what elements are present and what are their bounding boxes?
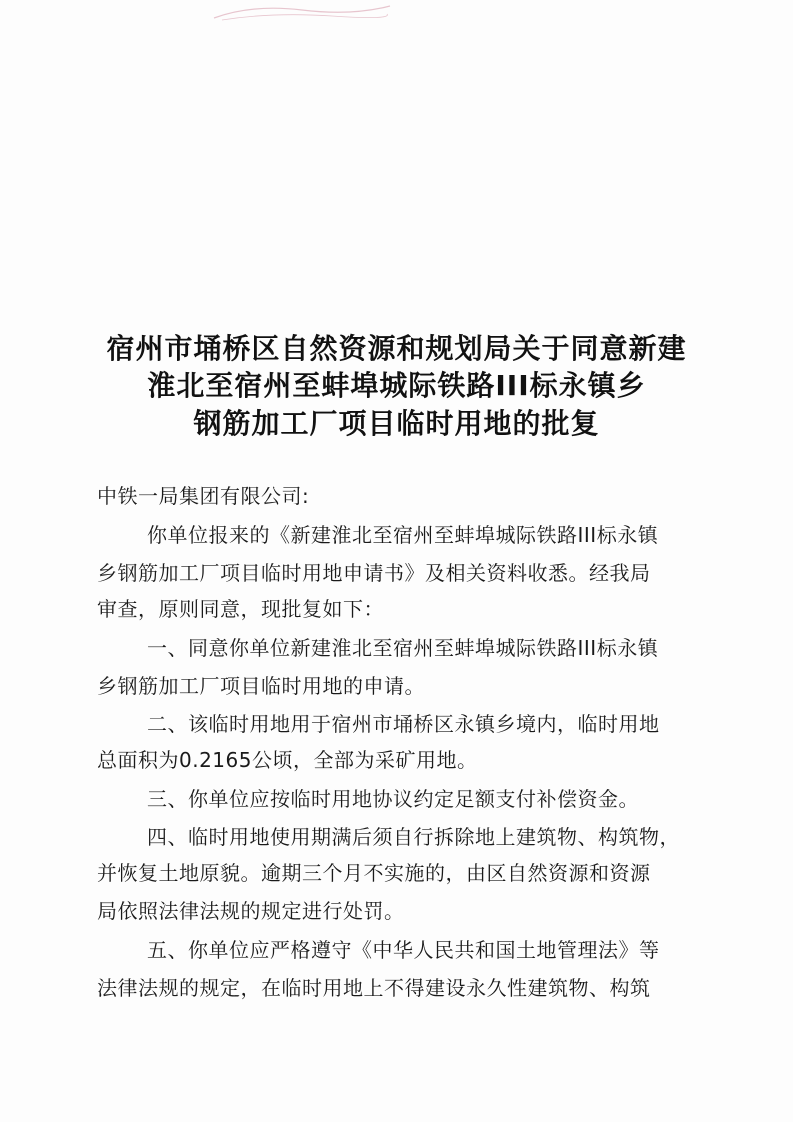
body-line: 一、同意你单位新建淮北至宿州至蚌埠城际铁路III标永镇 xyxy=(147,636,659,660)
document-title-line-1: 宿州市埇桥区自然资源和规划局关于同意新建 xyxy=(106,332,687,365)
addressee: 中铁一局集团有限公司: xyxy=(97,484,310,508)
body-line: 五、你单位应严格遵守《中华人民共和国土地管理法》等 xyxy=(147,938,660,962)
body-line: 四、临时用地使用期满后须自行拆除地上建筑物、构筑物， xyxy=(147,825,680,849)
body-line: 二、该临时用地用于宿州市埇桥区永镇乡境内，临时用地 xyxy=(147,712,660,736)
body-line: 法律法规的规定，在临时用地上不得建设永久性建筑物、构筑 xyxy=(97,976,651,1000)
body-line: 审查，原则同意，现批复如下： xyxy=(97,597,384,621)
body-line: 局依照法律法规的规定进行处罚。 xyxy=(97,899,405,923)
document-title-line-3: 钢筋加工厂项目临时用地的批复 xyxy=(193,407,600,440)
body-line: 你单位报来的《新建淮北至宿州至蚌埠城际铁路III标永镇 xyxy=(147,523,659,547)
body-line: 乡钢筋加工厂项目临时用地的申请。 xyxy=(97,674,425,698)
body-line: 总面积为0.2165公顷，全部为采矿用地。 xyxy=(97,748,478,772)
body-line: 三、你单位应按临时用地协议约定足额支付补偿资金。 xyxy=(147,787,639,811)
body-line: 并恢复土地原貌。逾期三个月不实施的，由区自然资源和资源 xyxy=(97,861,651,885)
seal-trace-icon xyxy=(212,0,392,22)
document-title-line-2: 淮北至宿州至蚌埠城际铁路III标永镇乡 xyxy=(147,369,646,402)
body-line: 乡钢筋加工厂项目临时用地申请书》及相关资料收悉。经我局 xyxy=(97,561,651,585)
